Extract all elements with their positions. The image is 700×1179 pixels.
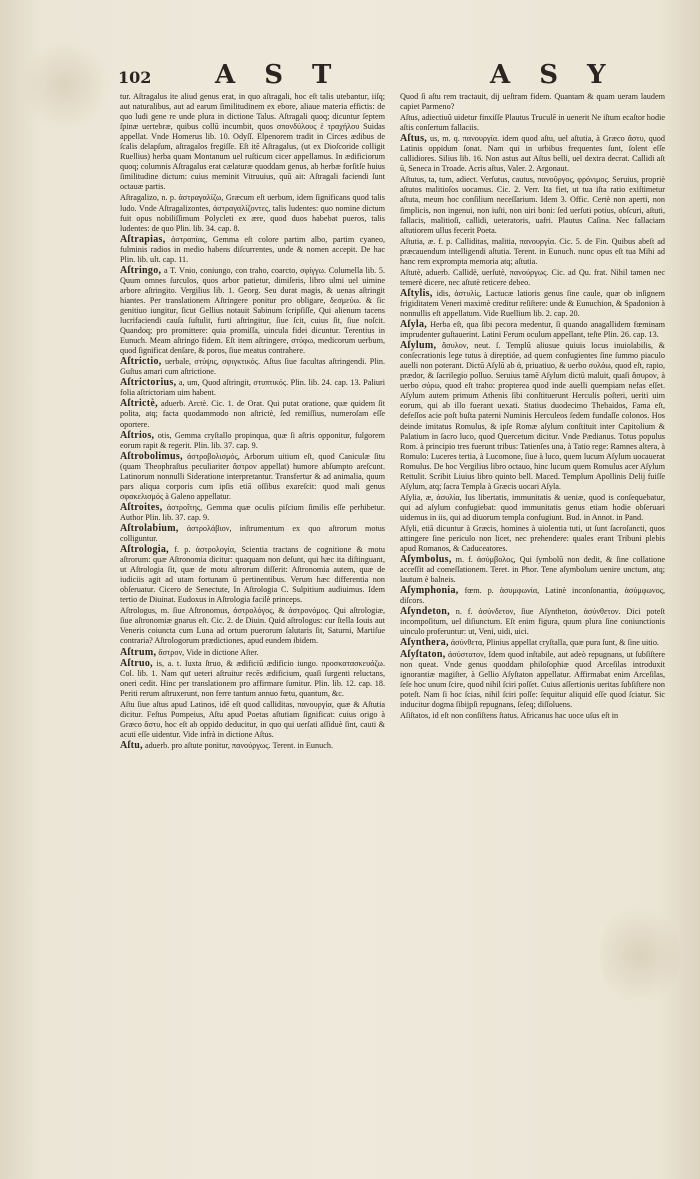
- dictionary-entry: [120, 648, 385, 658]
- dictionary-entry: [400, 175, 665, 235]
- dictionary-entry: [400, 586, 665, 606]
- dictionary-entry: [120, 700, 385, 740]
- dictionary-entry: [120, 357, 385, 377]
- dictionary-entry: [120, 378, 385, 398]
- entry-text: ἀστρολάβιον, inſtrumentum ex quo aſtrorum motus colliguntur.: [120, 523, 385, 544]
- dictionary-entry: [120, 606, 385, 646]
- dictionary-entry: [120, 741, 385, 751]
- dictionary-entry: [120, 193, 385, 233]
- entry-headword: Aſtrictio,: [120, 356, 162, 368]
- entry-text: ἀστροΐτης, Gemma quæ oculis piſcium ſimilis eſſe perhibetur. Author Plin. lib. 37. cap. 9.: [120, 502, 385, 522]
- left-column: [120, 92, 385, 752]
- entry-text: Aſtrologus, m. ſiue Aſtronomus, ἀστρολόγος, & ἀστρονόμος. Qui aſtrologiæ, ſiue aſtronomiæ gnarus eſt. Cic. 2. de Diuin. Quid aſtrologus: cur ſtella Iouis aut Veneris coiuncta cum Luna ad ortum puerorum ſalutaris ſit, Saturni, Martiſue contraria? Aſtrologorum prædictiones, apud eundem ibidem.: [120, 606, 385, 646]
- dictionary-entry: [120, 452, 385, 502]
- dictionary-entry: [400, 92, 665, 112]
- entry-text: Aſtu ſiue aſtus apud Latinos, idē eſt quod calliditas, πανουργία, quæ & Aſtutia dicitur. Feſtus Pompeius, Aſtu apud Poetas aſtutiam ſignificat: cuius origo à Græco ἄστυ, hoc eſt ab oppido deducitur, in quo qui uerſati aſſiduè ſint, cauti & acuti eſſe uidentur. Vide infrà in dictione Aſtus.: [120, 699, 385, 739]
- entry-headword: Aſtrum,: [120, 646, 157, 658]
- entry-headword: Aſtrapias,: [120, 233, 166, 245]
- dictionary-entry: [400, 555, 665, 585]
- entry-text: Aſtragalizo, n. p. ἀστραγαλίζω, Græcum eſt uerbum, idem ſignificans quod talis ludo. Vnde Aſtragalizontes, ἀστραγαλίζοντες, talis ludentes: quo nomine dictum fuit opus nobiliſſimum Polycleti ex ære, quod duos habebat pueros, talis ludentes: de quo Plin. lib. 34. cap. 8.: [120, 193, 385, 233]
- entry-text: Aſtutus, ta, tum, adiect. Verſutus, cautus, πανοῦργος, φρόνιμος. Seruius, propriè aſtutos malitioſos uocamus. Cic. 2. Verr. Ita fiet, ut tua iſta ratio exiſtimetur aſtuta, meum hoc conſilium neceſſarium. Idem 3. Offic. Certè non aperti, non ſimplicis, non ingenui, non iuſti, non uiri boni: ſed uerſuti potius, obſcuri, aſtuti, fallacis, malitioſi, callidi, ueteratoris, uafri. Plautus Caſina. Nec fallaciam aſtutiorem ullus fecerit Poeta.: [400, 175, 665, 235]
- entry-headword: Aſtroites,: [120, 501, 163, 513]
- entry-text: ἄσυλον, neut. ſ. Templū aliusue quiuis locus inuiolabilis, & conſecrationis lege tutus à direptióe, ad quem confugientes ſine ſummo piaculo auelli non poterant. Dictū Aſylū ab ἀ, priuatiuo, & uerbo συλάω, quod eſt, rapio, prædor, & ſacrilegio polluo. Seruius tamē Aſylum dictū maluit, quaſi ἄσυρον, à uerbo σύρω, quod eſt traho: propterea quod inde auelli quempiam nefas eſſet. Aſylum autem primum Athenis ſibi conſtituerunt Herculis poſteri, ueriti uim eorum, qui ab illo fuerant uexati. Statius duodecimo Thebaidos, Fama eſt, defeſſos acie poſt buſta paterni Numinis Herculeos ſedem fundaſſe colonos. Hos deinde imitatus Romulus, & ipſe Romæ aſylum conſtituit inter Capitolium & Palatium in ſacro luco, quod Quercetum dicitur. Vnde Pædianus. Totus populus Rom. à principio tres fuerunt tribus: Tatienſes una, à Tatio rege: Ramnes altera, à Romulo: Luceres tertia, à Lucomone, ſiue à luco, quem lucum Aſylum uocauerat Romulus. De hoc Vergilius libro octauo, hinc lucum quem Romulus acer Aſylum Rettulit. Scribit Liuius libro quinto bell. Maced. Templum Apollinis Delij fuiſſe Aſylum, atq; ſacra Templa à Græcis uocari Aſyla.: [400, 341, 665, 491]
- dictionary-entry: [120, 524, 385, 544]
- dictionary-entry: [400, 268, 665, 288]
- dictionary-entry: [400, 341, 665, 492]
- entry-headword: Aſylum,: [400, 340, 437, 352]
- entry-headword: Aſtruo,: [120, 657, 153, 669]
- dictionary-entry: [120, 545, 385, 605]
- entry-headword: Aſtus,: [400, 133, 428, 145]
- dictionary-entry: [400, 711, 665, 721]
- entry-text: f. p. ἀστρολογία, Scientia tractans de cognitione & motu aſtrorum: quæ Aſtronomia dicitur: quaquam non deſunt, qui hæc ita diſtinguant, ut Aſtrologia ſit, quæ de motu aſtrorum diſſerit: Aſtronomia autem, quæ de iudiciis agit ad utam fortunam ū pertinentibus. Verum hæc differentia non obſeruatur. Cicero de Senectute, In Aſtrologia C. Sulpitium audiuimus. Idem tertio de Diuinat. Eudoxus in Aſtrologia facilè princeps.: [120, 545, 385, 605]
- entry-text: aduerb. Arctè. Cic. 1. de Orat. Qui putat oratione, quæ quidem ſit polita, atq; facta quodammodo non aſtrictè, ſed remiſſius, numeroſam eſſe oportere.: [120, 399, 385, 429]
- entry-text: Herba eſt, qua ſibi pecora medentur, ſi quando anagallidem fœminam imprudenter guſtauerint. Latini Ferum oculum appellant, teſte Plin. 26. cap. 13.: [400, 320, 665, 340]
- dictionary-entry: [400, 524, 665, 554]
- dictionary-entry: [120, 266, 385, 356]
- running-head-left: A S T: [215, 60, 342, 90]
- entry-text: tur. Aſtragalus ite aliud genus erat, in quo aſtragali, hoc eſt talis utebantur, iiſq; aut naturalibus, aut ad earum ſimilitudinem ex ebore, aliaue materia effictis: de quo ludi gene re unde plura in dictione Talus. Aſtragali quoq; dicuntur ſeptem ſpinæ uertebræ, quibus collū incumbit, quos σπονδύλους ἑ τραχήλου Suidas appellat. Vnde Homerus lib. 10. Odyſſ. Elpenorem tradit in Circes ædibus de ſcalis delapſum, aſtragalos fregiſſe. Eſt itē Aſtragalus, (ut ex Dioſcoride colligit Ruellius) herba quam Montanum uel ruſticum cicer appellamus. In ædificiorum quoq; columnis Aſtragalus erat cælaturæ quoddam genus, ab herbæ forſitſe huius ſimilitudine dictum: cuius meminit Vitruuius, quū ait: Aſtragali faciendi ſunt octauæ partis.: [120, 92, 385, 192]
- entry-headword: Aſyndeton,: [400, 606, 450, 618]
- entry-text: Aſyli, etiā dicuntur à Græcis, homines à uiolentia tuti, ut ſunt ſacroſancti, quos attingere ſine periculo non licet, nec prehendere: quales erant Tribuni plebis apud Romanos, & Caduceatores.: [400, 523, 665, 554]
- dictionary-entry: [120, 659, 385, 699]
- page-header: [0, 60, 700, 88]
- entry-text: Aſtus, adiectiuū uidetur finxiſſe Plautus Truculē in uenerit Ne iſtum ecaſtor hodie aſtis conſertum fallaciis.: [400, 113, 665, 133]
- running-head-right: A S Y: [490, 60, 616, 90]
- dictionary-entry: [400, 289, 665, 319]
- entry-headword: Aſtringo,: [120, 264, 162, 276]
- entry-text: Aſiſtatos, id eſt non conſiſtens ſtatus. Africanus hac uoce uſus eſt in: [400, 710, 619, 720]
- page-number: 102: [118, 68, 152, 87]
- entry-headword: Aſymphonia,: [400, 585, 459, 597]
- entry-headword: Aſtrictè,: [120, 398, 158, 410]
- entry-text: is, a. t. Iuxta ſtruo, & ædificiū ædificio iungo. προσκατασκευάζω. Col. lib. 1. Nam quī ueteri aſtruitur recēs ædificium, quaſi ſurgenti reluctans, oneri cedit. Hinc per translationem pro affirmare ſumitur. Plin. lib. 12. cap. 18. Periti rerum aſtruxerunt, non ferre tantum annuo fœtu, quantum, &c.: [120, 658, 385, 698]
- entry-text: Quod ſi aſtu rem tractauit, dij ueſtram fidem. Quantam & quam ueram laudem capiet Parmeno?: [400, 92, 665, 112]
- dictionary-entry: [400, 638, 665, 648]
- entry-headword: Aſyla,: [400, 319, 428, 331]
- entry-text: otis, Gemma cryſtallo propinqua, quæ ſi aſtris opponitur, fulgorem eorum rapit & regerit. Plin. lib. 37. cap. 9.: [120, 430, 385, 450]
- dictionary-entry: [400, 237, 665, 267]
- entry-text: a, um, Quod aſtringit, στυπτικός. Plin. lib. 24. cap. 13. Paliuri folia aſtrictoriam uim habent.: [120, 378, 385, 398]
- dictionary-entry: [120, 503, 385, 523]
- entry-text: us, m. q. πανουργία. idem quod aſtu, uel aſtutia, à Græco ἄστυ, quod Latinis oppidum ſonat. Nam qui in urbibus frequentes ſunt, ſolent eſſe callidiores. Silius lib. 16. Non astus aut Aſtus belli, uel dextra decrat. Callidi aſt ū, Seneca in Troade. Acris aſtus, Valer. 2. Argonaut.: [400, 134, 665, 174]
- paper-stain: [600, 900, 680, 1010]
- entry-headword: Aſynthera,: [400, 637, 449, 649]
- entry-headword: Aſtrios,: [120, 429, 155, 441]
- entry-headword: Aſtylis,: [400, 287, 433, 299]
- entry-text: Aſtutè, aduerb. Callidè, uerſutè, πανούργως. Cic. ad Qu. frat. Nihil tamen nec temerè dicere, nec aſtutè reticere debeo.: [400, 267, 665, 287]
- entry-text: m. f. ἀσύμβολος, Qui ſymbolū non dedit, & ſine collatione acceſſit ad comeſſationem. Teret. in Phor. Tene aſymbolum uenire unctum, atq; lautum è balneis.: [400, 555, 665, 585]
- dictionary-entry: [120, 235, 385, 265]
- dictionary-entry: [120, 92, 385, 192]
- entry-text: a T. Vnio, coniungo, con traho, coarcto, σφίγγω. Columella lib. 5. Quum omnes ſurculos, quos arbor patietur, dimiſeris, libro ulmi uel uimine arbore aſtringito. Vergilius lib. 1. Georg. Seu durat magis, & uenas aſtringit hiantes. Per translationem Aſtringere ponitur pro obligare, δεσμεύω. & ſic genitiuo iungitur, ſicut Gellius notauit Sabinum ſcripſiſſe, Qui alienum tacens lucrifaciendi cauſa ſuſtulit, furti aſtringitur, ſiue ſcit, cuius ſit, ſiue noſcit. Quandoq; pro promittere: quia promiſſa, uincula fidei dicuntur. Terentius in Eunuch. Meam aſtringo fidem. Eſt item aſtringere, στύφω, medicorum uerbum, quod ſignificat denſare, & poros, ſiue meatus contrahere.: [120, 265, 385, 356]
- entry-text: ἀστραπίας, Gemma eſt colore partim albo, partim cyaneo, fulminis radios in medio habens diſcurrentes, unde & nomen accepit. De hac Plin. lib. ult. cap. 11.: [120, 234, 385, 264]
- dictionary-entry: [400, 134, 665, 174]
- entry-headword: Aſyſtaton,: [400, 648, 446, 660]
- entry-text: ἀστροβολισμός, Arborum uitium eſt, quod Caniculæ ſitu (quam Theophraſtus peculiariter ἄστρον appellat) humore abſumpto areſcunt. Latinorum nonnulli Sideratione interpretantur. Transfertur & ad animalia, quum pars aliqua corporis cum ipſis etiā oſſibus exareſcit: quod mali genus σφακελισμός à Galeno appellatur.: [120, 451, 385, 501]
- entry-headword: Aſtrictorius,: [120, 377, 177, 389]
- dictionary-entry: [400, 113, 665, 133]
- entry-text: Aſtutia, æ. f. p. Calliditas, malitia, πανουργία. Cic. 5. de Fin. Quibus abeſt ad præcauendum intelligendi aſtutia. Terent. in Eunuch. nunc opus eſt tua Mihi ad hanc rem exprompta memoria atq; aſtutia.: [400, 236, 665, 266]
- entry-text: fœm. p. ἀσυμφωνία, Latinè inconſonantia, ἀσύμφωνος, diſcors.: [400, 586, 665, 606]
- dictionary-entry: [400, 493, 665, 523]
- right-column: [400, 92, 665, 722]
- entry-headword: Aſymbolus,: [400, 554, 452, 566]
- entry-text: ἄστρον, Vide in dictione Aſter.: [156, 647, 259, 657]
- dictionary-entry: [400, 650, 665, 710]
- dictionary-entry: [120, 399, 385, 429]
- dictionary-entry: [400, 607, 665, 637]
- entry-text: ἀσύνθετα, Plinius appellat cryſtalla, quæ pura ſunt, & ſine uitio.: [448, 638, 659, 648]
- dictionary-entry: [400, 320, 665, 340]
- dictionary-entry: [120, 431, 385, 451]
- entry-text: idis, ἀστυλίς, Lactucæ latioris genus ſine caule, quæ ob inſignem frigiditatem Veneri maximè creditur reſiſtere: unde & Eunuchion, & Spadonion à nonnullis eſt appellatum. Vide Ruellium lib. 2. cap. 20.: [400, 288, 665, 318]
- entry-headword: Aſtrobolimus,: [120, 450, 183, 462]
- entry-text: uerbale, στύψις, σφιγκτικός. Aſtus ſiue facultas aſtringendi. Plin. Guſtus amari cum aſtrictione.: [120, 357, 385, 377]
- entry-headword: Aſtu,: [120, 739, 143, 751]
- entry-text: ἀσύστατον, Idem quod inſtabile, aut adeò repugnans, ut ſubſiſtere non queat. Vnde genus quoddam philoſophiæ quod Arceſilas introduxit ignorantiæ magiſter, à Gellio Aſyſtaton appellatur. Affirmabat enim Arceſilas, ſeſe hoc unum ſcire, quod nihil ſciri poſſet. Cuius aſſertionis ueritas ſubſiſtere non poteſt. Nam ſi hoc ſcias, nihil ſciri poſſe: ſequitur aliquid eſſe quod ſciatur. Sic inducitur dogma ſibijpſi repugnans, ſeſeq; diſſoluens.: [400, 649, 665, 709]
- entry-headword: Aſtrolabium,: [120, 522, 179, 534]
- entry-text: n. f. ἀσύνδετον, ſiue Aſyntheton, ἀσύνθετον. Dici poteſt incompoſitum, uel diſiunctum. Eſt enim figura, quum plura ſine coniunctionis uinculo proferuntur: ut, Veni, uidi, uici.: [400, 607, 665, 637]
- entry-text: aduerb. pro aſtute ponitur, πανούργως. Terent. in Eunuch.: [142, 740, 333, 750]
- entry-text: Aſylia, æ, ἀσυλία, Ius libertatis, immunitatis & ueniæ, quod is conſequebatur, qui ad aſylum confugiebat: quod immunitatis genus etiam hodie obſeruari uidemus in iis, qui ad diuorum templa confugiunt. Bud. in Annot. in Pand.: [400, 492, 665, 522]
- entry-headword: Aſtrologia,: [120, 544, 169, 556]
